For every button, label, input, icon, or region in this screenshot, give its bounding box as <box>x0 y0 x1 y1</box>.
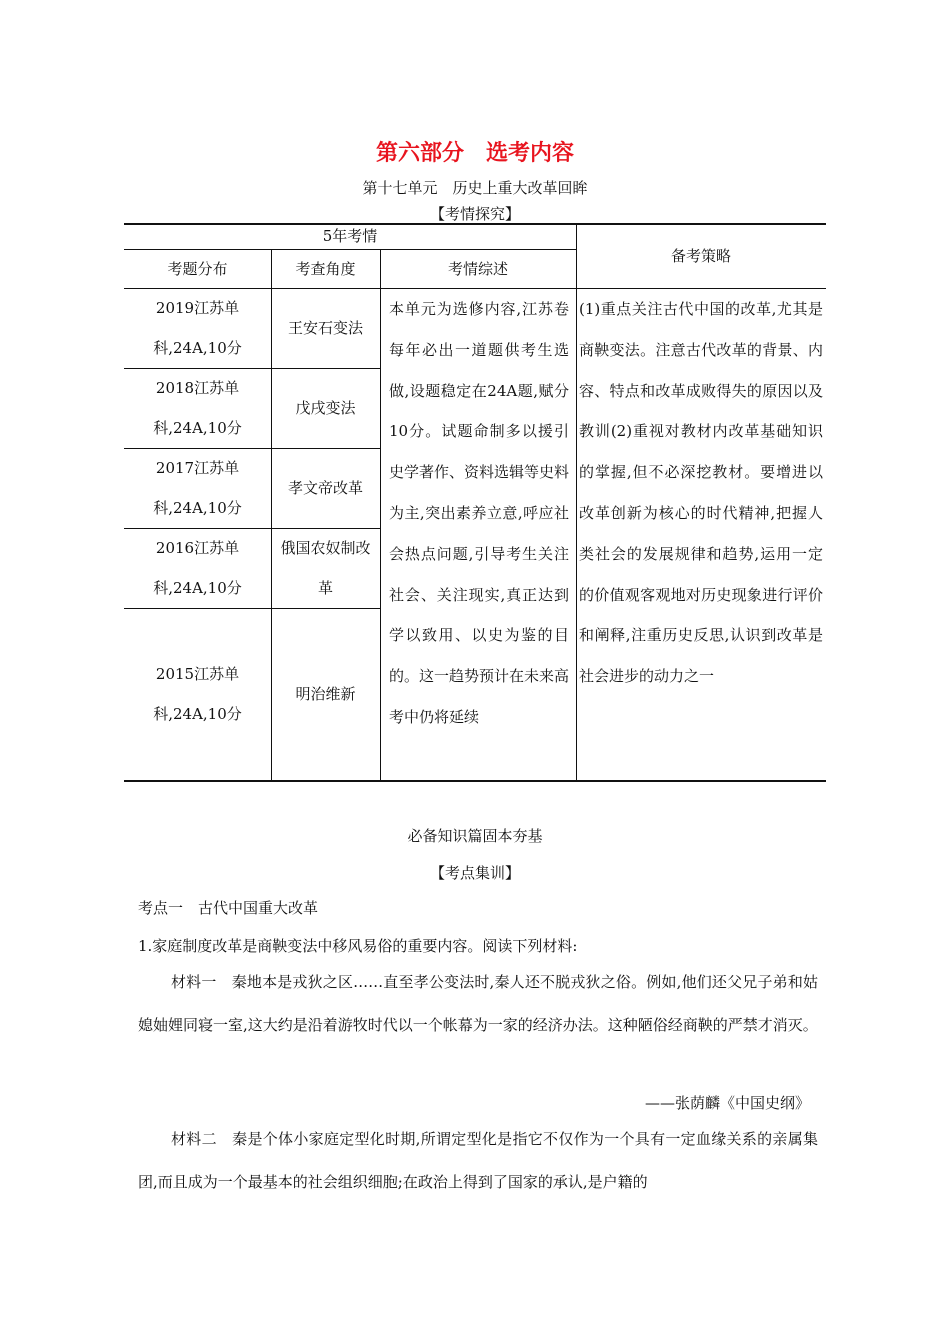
material-two: 材料二 秦是个体小家庭定型化时期,所谓定型化是指它不仅作为一个具有一定血缘关系的亲属集团,而且成为一个最基本的社会组织细胞;在政治上得到了国家的承认,是户籍的 <box>138 1130 818 1191</box>
table-col-divider <box>576 223 577 780</box>
section-heading: 必备知识篇固本夯基 <box>407 827 543 845</box>
col-header-summary: 考情综述 <box>447 259 508 278</box>
table-row <box>124 288 271 368</box>
exam-summary: 本单元为选修内容,江苏卷每年必出一道题供考生选做,设题稳定在24A题,赋分10分。试题命制多以援引史学著作、资料选辑等史料为主,突出素养立意,呼应社会热点问题,引导考生关注社会、关注现实,真正达到学以致用、以史为鉴的目的。这一趋势预计在未来高考中仍将延续 <box>389 300 570 726</box>
question-text: 1.家庭制度改革是商鞅变法中移风易俗的重要内容。阅读下列材料: <box>138 937 578 955</box>
material-one: 材料一 秦地本是戎狄之区……直至孝公变法时,秦人还不脱戎狄之俗。例如,他们还父兄子弟和姑媳妯娌同寝一室,这大约是沿着游牧时代以一个帐幕为一家的经济办法。这种陋俗经商鞅的严禁才消灭。 <box>138 973 818 1034</box>
exam-angle-line: 革 <box>317 579 333 597</box>
material-one-source: ——张荫麟《中国史纲》 <box>644 1094 810 1112</box>
table-row <box>124 448 271 528</box>
exam-year-line: 2016江苏单 <box>155 539 240 557</box>
exam-score-line: 科,24A,10分 <box>153 579 242 597</box>
table-row <box>124 608 271 780</box>
table-row <box>124 528 271 608</box>
exam-angle: 明治维新 <box>295 685 356 703</box>
table-col-divider <box>380 249 381 780</box>
point-training-heading: 【考点集训】 <box>429 864 520 882</box>
study-strategy: (1)重点关注古代中国的改革,尤其是商鞅变法。注意古代改革的背景、内容、特点和改革成败得失的原因以及教训(2)重视对教材内改革基础知识的掌握,但不必深挖教材。要增进以改革创新为核心的时代精神,把握人类社会的发展规律和趋势,运用一定的价值观客观地对历史现象进行评价和阐释,注重历史反思,认识到改革是社会进步的动力之一 <box>579 300 823 686</box>
unit-title: 第十七单元 历史上重大改革回眸 <box>362 179 588 197</box>
five-year-header: 5年考情 <box>322 227 378 245</box>
exam-year-line: 2019江苏单 <box>155 299 240 317</box>
exam-score-line: 科,24A,10分 <box>153 339 242 357</box>
part-title: 第六部分 选考内容 <box>375 141 574 166</box>
table-bottom-border <box>124 780 826 782</box>
exam-angle: 孝文帝改革 <box>287 479 363 497</box>
exam-angle: 戊戌变法 <box>295 399 356 417</box>
col-header-distribution: 考题分布 <box>167 259 228 278</box>
exam-angle-line: 俄国农奴制改 <box>280 539 371 557</box>
col-header-strategy: 备考策略 <box>670 247 731 265</box>
exam-score-line: 科,24A,10分 <box>153 419 242 437</box>
exam-score-line: 科,24A,10分 <box>153 499 242 517</box>
exam-year-line: 2018江苏单 <box>155 379 240 397</box>
exam-angle <box>271 528 380 608</box>
exam-angle: 王安石变法 <box>287 319 363 337</box>
exam-year-line: 2017江苏单 <box>155 459 240 477</box>
exam-year-line: 2015江苏单 <box>155 665 240 683</box>
table-row <box>124 368 271 448</box>
point-title: 考点一 古代中国重大改革 <box>138 899 319 917</box>
exam-score-line: 科,24A,10分 <box>153 705 242 723</box>
exam-analysis-heading: 【考情探究】 <box>429 205 520 223</box>
col-header-angle: 考查角度 <box>295 259 356 278</box>
